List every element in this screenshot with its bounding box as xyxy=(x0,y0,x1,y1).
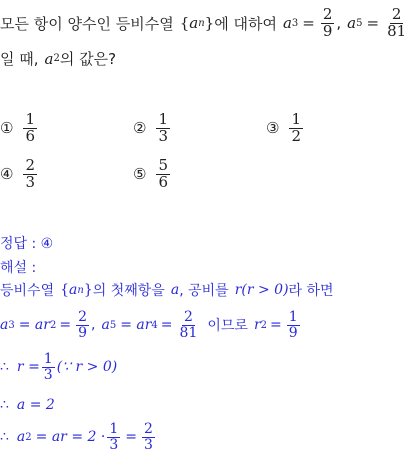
a3-fraction xyxy=(321,4,335,40)
sol-l5-frac1-num: 1 xyxy=(109,421,119,437)
sol-l2-a3-sub: 3 xyxy=(8,319,15,331)
sol-l3-cond: (∵ r > 0) xyxy=(56,359,118,376)
sol-l5-frac2 xyxy=(142,422,155,452)
seq-var: a xyxy=(189,14,199,32)
option-1-mark: ① xyxy=(0,119,14,138)
sol-l3-frac xyxy=(42,352,55,382)
a5-sub: 5 xyxy=(356,17,363,29)
sol-l2-eq1: = ar xyxy=(18,317,50,334)
sol-l3-r: r = xyxy=(16,359,40,376)
solution-line-1 xyxy=(0,280,334,300)
solution-label: 해설 : xyxy=(0,260,37,276)
sol-l5-frac1-den: 3 xyxy=(109,436,119,453)
sol-l2-frac3 xyxy=(287,310,300,340)
sol-l2-mid: 이므로 xyxy=(207,318,248,335)
sol-l1-mid: 의 첫째항을 xyxy=(92,283,165,299)
option-5-mark: ⑤ xyxy=(133,165,147,184)
sol-l5-frac2-den: 3 xyxy=(143,436,153,453)
option-3-fraction xyxy=(289,112,303,145)
therefore-symbol: ∴ xyxy=(0,359,9,376)
option-3-numerator: 1 xyxy=(291,110,301,128)
sol-l2-frac2 xyxy=(178,310,200,340)
sol-l5-a: a xyxy=(16,429,26,446)
question-text-part1: 모든 항이 양수인 등비수열 xyxy=(0,14,174,33)
sol-l2-r: r xyxy=(253,317,261,334)
question-text-part2: 에 대하여 xyxy=(214,14,277,33)
sol-l2-sq: 2 xyxy=(49,319,57,331)
option-1-fraction xyxy=(23,112,37,145)
a3-denominator: 9 xyxy=(322,21,333,40)
answer-value: ④ xyxy=(40,236,54,252)
sol-l1-pre: 등비수열 xyxy=(0,283,55,299)
option-2-denominator: 3 xyxy=(158,126,168,145)
option-1-denominator: 6 xyxy=(25,126,35,145)
option-4-numerator: 2 xyxy=(25,156,35,174)
therefore-symbol: ∴ xyxy=(0,397,9,413)
question-line-2 xyxy=(0,48,116,69)
sol-l5-frac2-num: 2 xyxy=(143,421,153,437)
option-5-fraction xyxy=(156,158,170,191)
option-5[interactable] xyxy=(133,158,172,191)
sol-l1-seq-open: { xyxy=(60,282,70,298)
sol-l2-eq4: = xyxy=(160,317,173,334)
option-3[interactable] xyxy=(266,112,305,145)
a5-denominator: 81 xyxy=(387,21,407,40)
sol-l2-frac1-num: 2 xyxy=(78,309,87,325)
sol-l2-r-sq: 2 xyxy=(260,319,268,331)
therefore-symbol: ∴ xyxy=(0,429,9,446)
option-5-denominator: 6 xyxy=(158,172,168,191)
sol-l3-den: 3 xyxy=(43,366,53,383)
a3-var: a xyxy=(282,14,292,32)
a3-equals: = xyxy=(302,14,315,32)
sol-l2-a5: a xyxy=(101,317,110,334)
sol-l4-text: a = 2 xyxy=(16,397,55,413)
question-line-1 xyxy=(0,6,410,40)
solution-line-3 xyxy=(0,352,117,382)
a5-var: a xyxy=(347,14,357,32)
sol-l1-seq-sub: n xyxy=(77,284,84,296)
target-sub: 2 xyxy=(53,53,60,64)
option-4[interactable] xyxy=(0,158,39,191)
sol-l1-seq-var: a xyxy=(69,282,78,298)
option-5-numerator: 5 xyxy=(158,156,168,174)
a5-fraction xyxy=(385,4,408,40)
option-1[interactable] xyxy=(0,112,39,145)
option-2-numerator: 1 xyxy=(158,110,168,128)
sol-l2-comma: , xyxy=(91,317,96,334)
sol-l2-a5-sub: 5 xyxy=(109,319,117,331)
sol-l5-eq: = xyxy=(125,429,137,446)
sol-l2-frac3-num: 1 xyxy=(288,309,298,325)
target-var: a xyxy=(44,49,54,68)
a5-numerator: 2 xyxy=(391,4,402,23)
sol-l1-post: 라 하면 xyxy=(288,283,334,299)
sol-l1-seq-close: } xyxy=(83,282,93,298)
answer-line xyxy=(0,233,53,253)
sol-l2-eq2: = xyxy=(59,317,72,334)
sol-l2-eq3: = ar xyxy=(120,317,152,334)
sol-l2-eq5: = xyxy=(270,317,282,334)
option-4-mark: ④ xyxy=(0,165,14,184)
option-3-mark: ③ xyxy=(266,119,280,138)
option-2-fraction xyxy=(156,112,170,145)
solution-line-5 xyxy=(0,422,157,452)
sol-l5-sub: 2 xyxy=(25,431,32,443)
option-1-numerator: 1 xyxy=(25,110,35,128)
option-2-mark: ② xyxy=(133,119,147,138)
answer-label: 정답 : xyxy=(0,236,37,252)
sol-l2-frac1 xyxy=(76,310,89,340)
option-4-denominator: 3 xyxy=(25,172,35,191)
sol-l2-frac1-den: 9 xyxy=(78,324,87,341)
option-3-denominator: 2 xyxy=(291,126,301,145)
sol-l2-frac2-num: 2 xyxy=(183,309,193,325)
question-line2-pre: 일 때, xyxy=(0,50,39,68)
option-2[interactable] xyxy=(133,112,172,145)
seq-close-brace: } xyxy=(204,14,215,32)
option-4-fraction xyxy=(23,158,37,191)
question-line2-post: 의 값은? xyxy=(59,50,117,68)
sol-l2-frac3-den: 9 xyxy=(288,324,298,341)
solution-line-2 xyxy=(0,310,302,340)
sol-l3-num: 1 xyxy=(43,351,53,367)
a5-equals: = xyxy=(366,14,380,32)
sol-l5-frac1 xyxy=(107,422,120,452)
seq-sub: n xyxy=(198,17,205,29)
seq-open-brace: { xyxy=(179,14,190,32)
sol-l5-mid: = ar = 2 · xyxy=(35,429,106,446)
a3-numerator: 2 xyxy=(322,4,333,23)
sol-l2-a3: a xyxy=(0,317,9,334)
sol-l1-a: a xyxy=(170,282,180,298)
sol-l2-p4: 4 xyxy=(151,319,158,331)
solution-line-4 xyxy=(0,397,55,413)
sol-l1-mid2: , 공비를 xyxy=(179,283,229,299)
comma: , xyxy=(336,14,342,32)
a3-sub: 3 xyxy=(291,17,299,29)
sol-l2-frac2-den: 81 xyxy=(179,324,198,341)
sol-l1-r: r(r > 0) xyxy=(234,282,289,298)
